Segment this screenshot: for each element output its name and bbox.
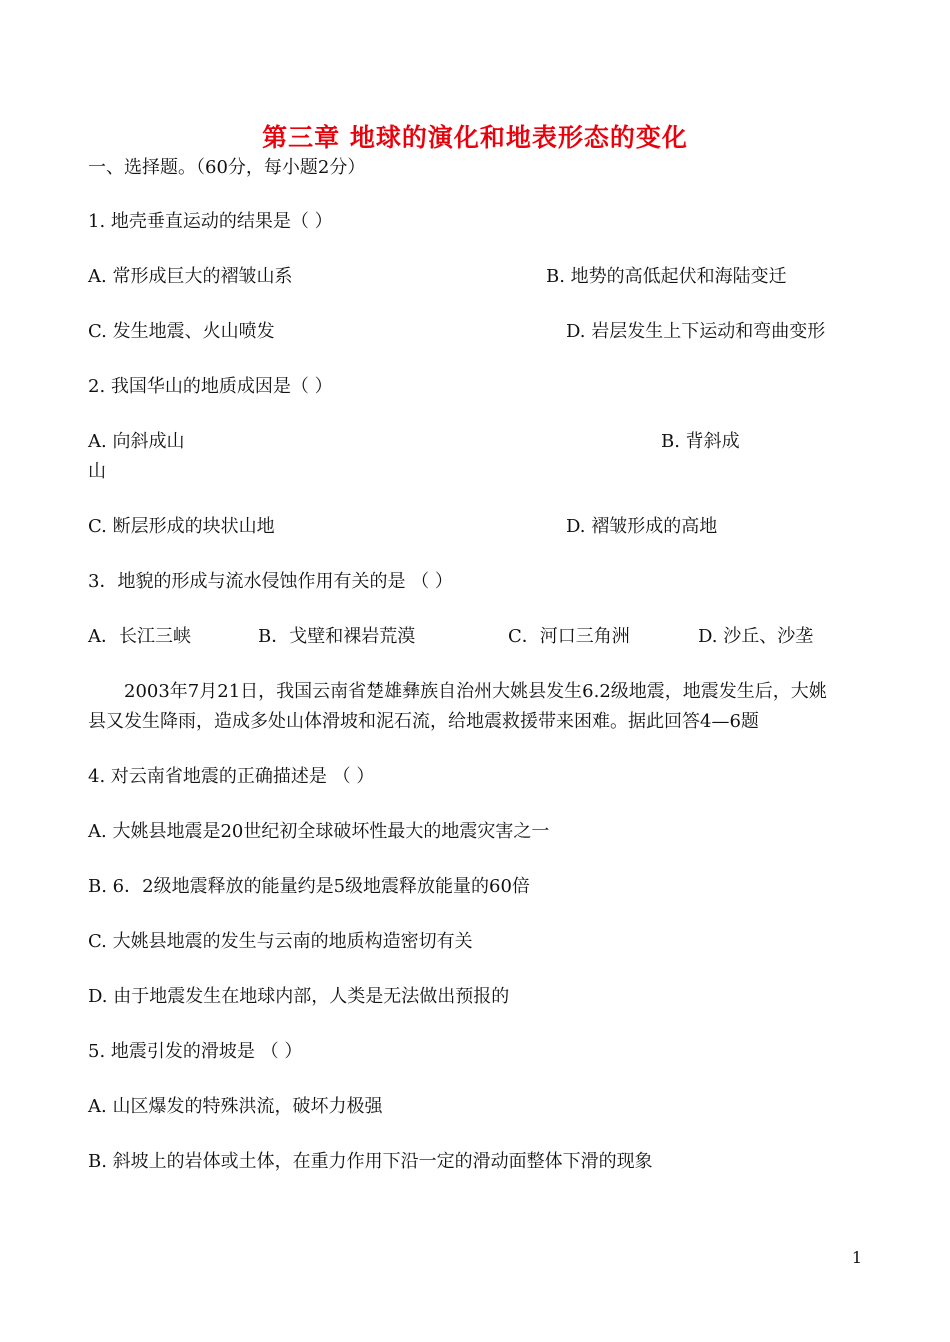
chapter-title: 第三章 地球的演化和地表形态的变化 <box>262 123 688 152</box>
question-4-option-b: B. 6．2级地震释放的能量约是5级地震释放能量的60倍 <box>88 876 530 897</box>
passage-line-2: 县又发生降雨，造成多处山体滑坡和泥石流，给地震救援带来困难。据此回答4—6题 <box>88 711 759 732</box>
question-2-option-a: A. 向斜成山 <box>88 431 185 452</box>
passage-line-1: 2003年7月21日，我国云南省楚雄彝族自治州大姚县发生6.2级地震，地震发生后，大姚 <box>124 681 827 702</box>
question-3-option-a: A．长江三峡 <box>88 626 191 647</box>
question-1-option-a: A. 常形成巨大的褶皱山系 <box>88 266 293 287</box>
question-1-option-c: C. 发生地震、火山喷发 <box>88 321 275 342</box>
question-5-option-b: B. 斜坡上的岩体或土体，在重力作用下沿一定的滑动面整体下滑的现象 <box>88 1151 653 1172</box>
question-2-option-b-wrap: 山 <box>88 461 106 482</box>
question-4-option-a: A. 大姚县地震是20世纪初全球破坏性最大的地震灾害之一 <box>88 821 550 842</box>
question-5-option-a: A. 山区爆发的特殊洪流，破坏力极强 <box>88 1096 383 1117</box>
question-4-option-d: D. 由于地震发生在地球内部，人类是无法做出预报的 <box>88 986 510 1007</box>
question-3-option-b: B．戈壁和裸岩荒漠 <box>258 626 416 647</box>
question-1-stem: 1. 地壳垂直运动的结果是（ ） <box>88 211 333 232</box>
question-3-option-c: C．河口三角洲 <box>508 626 630 647</box>
question-5-stem: 5. 地震引发的滑坡是 （ ） <box>88 1041 303 1062</box>
question-2-stem: 2. 我国华山的地质成因是（ ） <box>88 376 333 397</box>
section-heading: 一、选择题。（60分，每小题2分） <box>88 157 366 178</box>
question-1-option-d: D. 岩层发生上下运动和弯曲变形 <box>566 321 826 342</box>
question-3-option-d: D. 沙丘、沙垄 <box>698 626 814 647</box>
question-1-option-b: B. 地势的高低起伏和海陆变迁 <box>546 266 787 287</box>
question-2-option-c: C. 断层形成的块状山地 <box>88 516 275 537</box>
question-3-stem: 3．地貌的形成与流水侵蚀作用有关的是 （ ） <box>88 571 453 592</box>
question-2-option-d: D. 褶皱形成的高地 <box>566 516 718 537</box>
page-number: 1 <box>851 1248 862 1267</box>
question-2-option-b: B. 背斜成 <box>661 431 740 452</box>
question-4-stem: 4. 对云南省地震的正确描述是 （ ） <box>88 766 375 787</box>
question-4-option-c: C. 大姚县地震的发生与云南的地质构造密切有关 <box>88 931 473 952</box>
